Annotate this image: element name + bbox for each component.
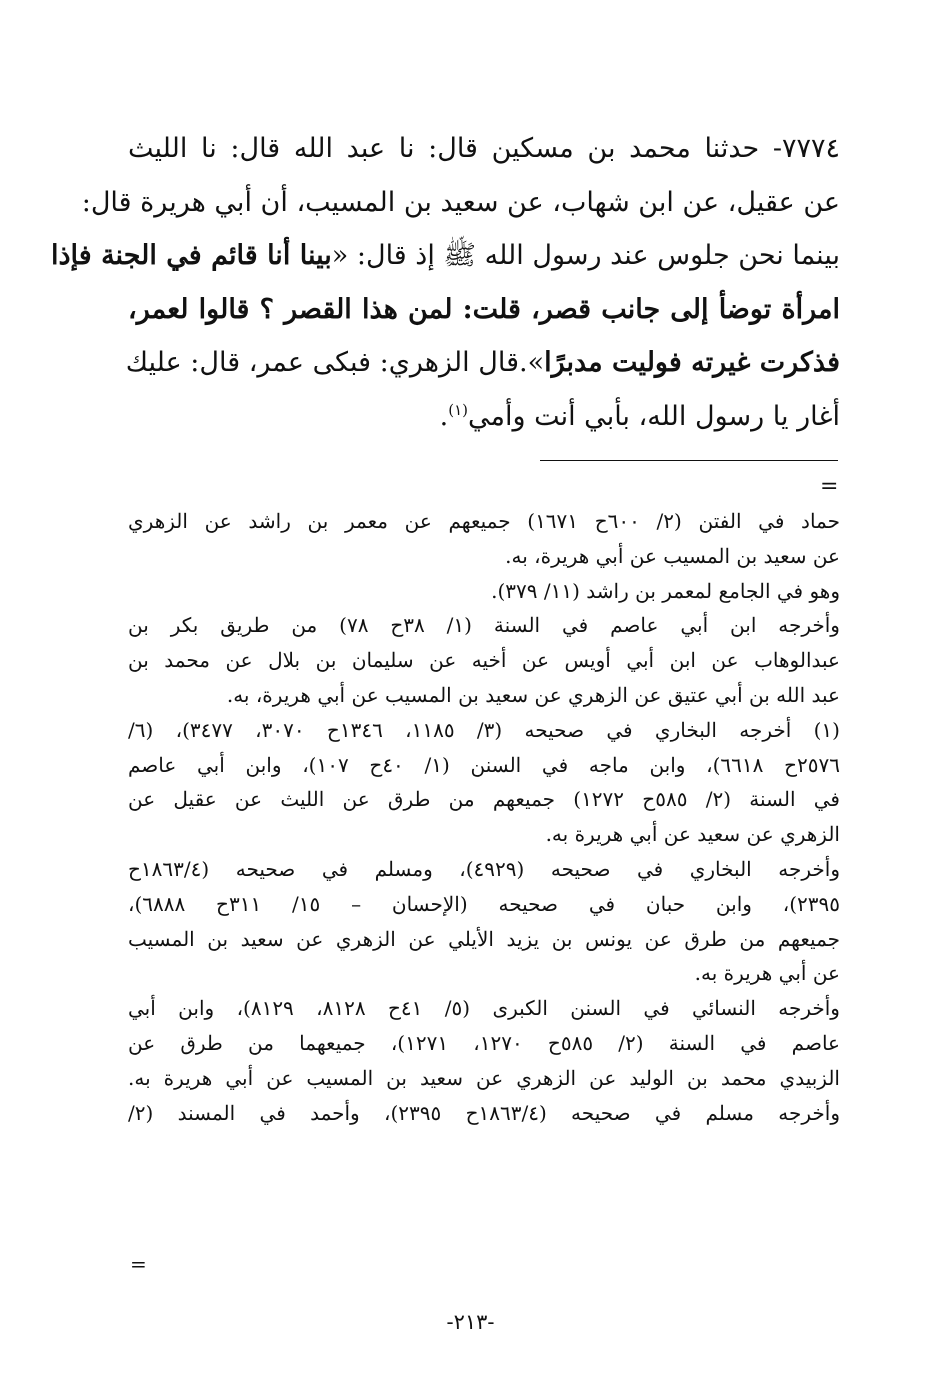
footnote-line: عاصم في السنة (٢/ ٥٨٥ح ١٢٧٠، ١٢٧١)، جميعهما من طرق عن (128, 1030, 840, 1055)
footnote-line: جميعهم من طرق عن يونس بن يزيد الأيلي عن الزهري عن سعيد بن المسيب (128, 926, 840, 951)
footnote-line: الزبيدي محمد بن الوليد عن الزهري عن سعيد بن المسيب عن أبي هريرة به. (128, 1065, 840, 1090)
page-number: -٢١٣- (446, 1310, 495, 1334)
main-end-punct: . (439, 400, 449, 432)
footnote-line: في السنة (٢/ ٥٨٥ح ١٢٧٢) جميعهم من طرق عن الليث عن عقيل عن (128, 787, 840, 812)
main-line-1: ٧٧٧٤- حدثنا محمد بن مسكين قال: نا عبد الله قال: نا الليث (128, 133, 840, 164)
footnote-line: (١) أخرجه البخاري في صحيحه (٣/ ١١٨٥، ١٣٤٦ح ٣٠٧٠، ٣٤٧٧)، (٦/ (128, 717, 840, 742)
continuation-mark-top: = (820, 474, 839, 499)
main-line-5-plain: ».قال الزهري: فبكى عمر، قال: عليك (125, 347, 545, 378)
footnote-line: وأخرجه البخاري في صحيحه (٤٩٢٩)، ومسلم في صحيحه (١٨٦٣/٤ح (128, 856, 840, 881)
footnote-line: عن أبي هريرة به. (694, 961, 840, 986)
footnote-line: عبدالوهاب عن ابن أبي أويس عن أخيه عن سليمان بن بلال عن محمد بن (128, 648, 840, 673)
hadith-main-text (51, 122, 840, 443)
footnote-line: عبد الله بن أبي عتيق عن الزهري عن سعيد بن المسيب عن أبي هريرة، به. (226, 682, 840, 707)
footnote-line: وهو في الجامع لمعمر بن راشد (١١/ ٣٧٩). (491, 578, 840, 603)
main-line-3-plain: بينما نحن جلوس عند رسول الله ﷺ إذ قال: « (331, 240, 840, 271)
main-line-3-bold: بينا أنا قائم في الجنة فإذا (51, 240, 332, 271)
footnote-line: وأخرجه مسلم في صحيحه (١٨٦٣/٤ح ٢٣٩٥)، وأحمد في المسند (٢/ (128, 1100, 840, 1125)
footnote-line: ٢٣٩٥)، وابن حبان في صحيحه (الإحسان – ١٥/ ٣١١ح ٦٨٨٨)، (128, 891, 840, 916)
main-line-5 (125, 336, 840, 390)
footnote-line: حماد في الفتن (٢/ ٦٠٠ح ١٦٧١) جميعهم عن معمر بن راشد عن الزهري (128, 509, 840, 533)
footnotes (128, 504, 840, 1130)
footnote-line: وأخرجه ابن أبي عاصم في السنة (١/ ٣٨ح ٧٨) من طريق بكر بن (128, 613, 840, 638)
continuation-mark-bottom: = (130, 1252, 147, 1276)
main-line-6-text: أغار يا رسول الله، بأبي أنت وأمي (467, 400, 840, 432)
footnote-reference: (١) (448, 400, 468, 419)
footnote-separator-rule (540, 460, 838, 461)
main-line-5-bold: فذكرت غيرته فوليت مدبرًا (544, 347, 840, 378)
footnote-line: وأخرجه النسائي في السنن الكبرى (٥/ ٤١ح ٨١٢٨، ٨١٢٩)، وابن أبي (128, 996, 840, 1021)
main-line-2: عن عقيل، عن ابن شهاب، عن سعيد بن المسيب، أن أبي هريرة قال: (81, 186, 840, 218)
footnote-line: الزهري عن سعيد عن أبي هريرة به. (545, 822, 840, 847)
main-line-4: امرأة توضأ إلى جانب قصر، قلت: لمن هذا القصر ؟ قالوا لعمر، (128, 293, 840, 325)
footnote-line: عن سعيد بن المسيب عن أبي هريرة، به. (505, 543, 840, 568)
footnote-line: ٢٥٧٦ح ٦٦١٨)، وابن ماجه في السنن (١/ ٤٠ح ١٠٧)، وابن أبي عاصم (128, 752, 840, 777)
main-line-6 (128, 390, 840, 444)
main-line-3 (51, 229, 840, 283)
